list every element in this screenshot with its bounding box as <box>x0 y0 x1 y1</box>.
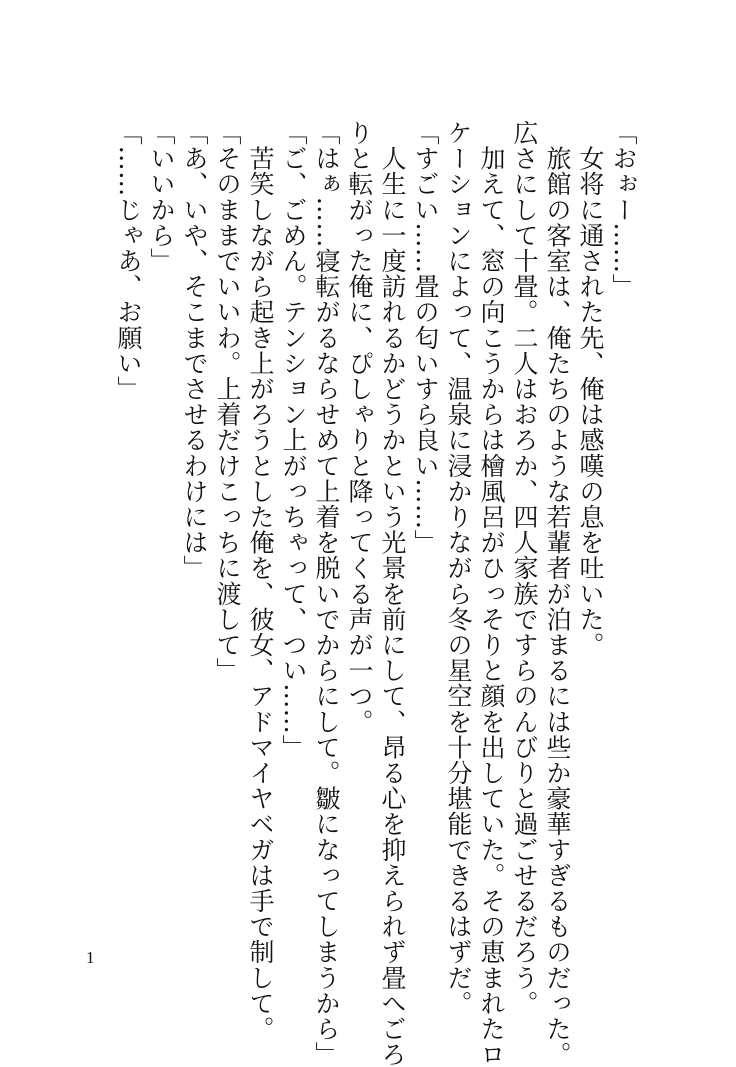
page-number: 1 <box>86 948 95 967</box>
text-line: 「すごい……畳の匂いすら良い……」 <box>411 120 440 556</box>
text-line: 苦笑しながら起き上がろうとした俺を、彼女、アドマイヤベガは手で制して。 <box>246 120 275 1042</box>
text-line: 「……じゃあ、お願い」 <box>114 120 143 402</box>
text-line: りと転がった俺に、ぴしゃりと降ってくる声が一つ。 <box>345 120 374 735</box>
vertical-text-body <box>112 120 640 1067</box>
text-line: 女将に通された先、俺は感嘆の息を吐いた。 <box>576 120 605 658</box>
text-line: 人生に一度訪れるかどうかという光景を前にして、昂る心を抑えられず畳へごろ <box>378 120 407 1067</box>
text-line: 旅館の客室は、俺たちのような若輩者が泊まるには些か豪華すぎるものだった。 <box>543 120 572 1067</box>
text-line: 「あ、いや、そこまでさせるわけには」 <box>180 120 209 581</box>
text-line: 「いいから」 <box>147 120 176 274</box>
text-line: ケーションによって、温泉に浸かりながら冬の星空を十分堪能できるはずだ。 <box>444 120 473 1016</box>
text-line: 「ご、ごめん。テンション上がっちゃって、つい……」 <box>279 120 308 760</box>
text-line: 「そのままでいいわ。上着だけこっちに渡して」 <box>213 120 242 684</box>
text-line: 広さにして十畳。二人はおろか、四人家族ですらのんびりと過ごせるだろう。 <box>510 120 539 1016</box>
text-line: 加えて、窓の向こうからは檜風呂がひっそりと顔を出していた。その恵まれたロ <box>477 120 506 1067</box>
text-line: 「おぉー……」 <box>609 120 638 300</box>
text-line: 「はぁ……寝転がるならせめて上着を脱いでからにして。皺になってしまうから」 <box>312 120 341 1067</box>
